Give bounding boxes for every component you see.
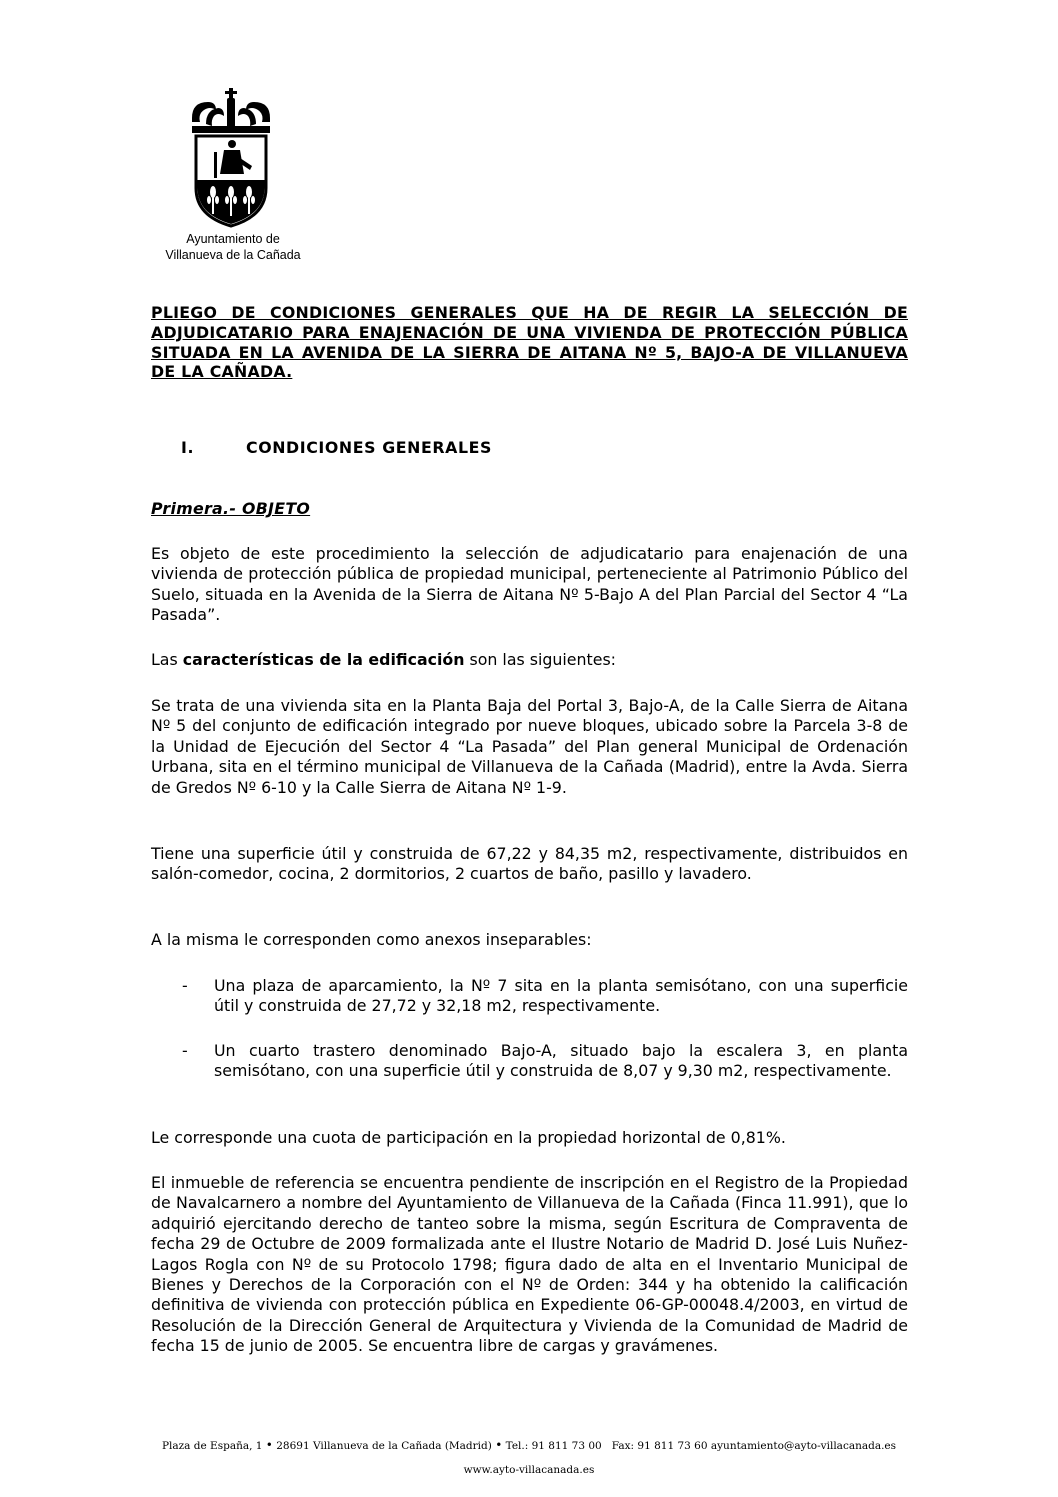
bullet-dash: - bbox=[182, 1041, 188, 1060]
municipality-caption bbox=[148, 231, 318, 263]
footer-contact-line bbox=[0, 1438, 1058, 1452]
bullet-text: Un cuarto trastero denominado Bajo-A, situado bajo la escalera 3, en planta semisótano, con una superficie útil y construida de 8,07 y 9,30 m2, respectivamente. bbox=[214, 1041, 908, 1081]
section-number: I. bbox=[181, 438, 195, 457]
paragraph-caracteristicas-tail: son las siguientes: bbox=[464, 650, 616, 669]
caption-line-2: Villanueva de la Cañada bbox=[165, 248, 301, 262]
list-item bbox=[151, 976, 908, 1017]
caption-line-1: Ayuntamiento de bbox=[186, 232, 280, 246]
footer-separator: • bbox=[265, 1438, 273, 1452]
footer-website: www.ayto-villacanada.es bbox=[463, 1464, 595, 1476]
municipal-coat-of-arms-logo bbox=[186, 88, 276, 228]
clause-subheading: Primera.- OBJETO bbox=[151, 499, 311, 518]
document-title: PLIEGO DE CONDICIONES GENERALES QUE HA DE REGIR LA SELECCIÓN DE ADJUDICATARIO PARA ENAJENACIÓN DE UNA VIVIENDA DE PROTECCIÓN PÚBLICA SITUADA EN LA AVENIDA DE LA SIERRA DE AITANA Nº 5, BAJO-A DE VILLANUEVA DE LA CAÑADA. bbox=[151, 303, 908, 382]
paragraph-descripcion-vivienda: Se trata de una vivienda sita en la Planta Baja del Portal 3, Bajo-A, de la Calle Sierra de Aitana Nº 5 del conjunto de edificación integrado por nueve bloques, ubicado sobre la Parcela 3-8 de la Unidad de Ejecución del Sector 4 “La Pasada” del Plan general Municipal de Ordenación Urbana, sita en el término municipal de Villanueva de la Cañada (Madrid), entre la Avda. Sierra de Gredos Nº 6-10 y la Calle Sierra de Aitana Nº 1-9. bbox=[151, 696, 908, 797]
footer-address: Plaza de España, 1 bbox=[161, 1440, 263, 1452]
paragraph-superficie: Tiene una superficie útil y construida de 67,22 y 84,35 m2, respectivamente, distribuidos en salón-comedor, cocina, 2 dormitorios, 2 cuartos de baño, pasillo y lavadero. bbox=[151, 844, 908, 884]
footer-phone: Tel.: 91 811 73 00 bbox=[505, 1440, 602, 1452]
paragraph-caracteristicas-bold: características de la edificación bbox=[182, 650, 465, 669]
paragraph-inmueble: El inmueble de referencia se encuentra pendiente de inscripción en el Registro de la Propiedad de Navalcarnero a nombre del Ayuntamiento de Villanueva de la Cañada (Finca 11.991), que lo adquirió ejercitando derecho de tanteo sobre la misma, según Escritura de Compraventa de fecha 29 de Octubre de 2009 formalizada ante el Ilustre Notario de Madrid D. José Luis Nuñez-Lagos Rogla con Nº de su Protocolo 1798; figura dado de alta en el Inventario Municipal de Bienes y Derechos de la Corporación con el Nº de Orden: 344 y ha obtenido la calificación definitiva de vivienda con protección pública en Expediente 06-GP-00048.4/2003, en virtud de Resolución de la Dirección General de Arquitectura y Vivienda de la Comunidad de Madrid de fecha 15 de junio de 2005. Se encuentra libre de cargas y gravámenes. bbox=[151, 1173, 908, 1356]
section-label: CONDICIONES GENERALES bbox=[246, 438, 493, 457]
bullet-text: Una plaza de aparcamiento, la Nº 7 sita en la planta semisótano, con una superficie útil y construida de 27,72 y 32,18 m2, respectivamente. bbox=[214, 976, 908, 1016]
paragraph-cuota: Le corresponde una cuota de participación en la propiedad horizontal de 0,81%. bbox=[151, 1128, 786, 1147]
paragraph-anexos-intro: A la misma le corresponden como anexos inseparables: bbox=[151, 930, 592, 949]
footer-fax-email: Fax: 91 811 73 60 ayuntamiento@ayto-villacanada.es bbox=[611, 1440, 897, 1452]
list-item bbox=[151, 1041, 908, 1082]
paragraph-caracteristicas-lead: Las bbox=[151, 650, 183, 669]
footer-separator: • bbox=[495, 1438, 503, 1452]
bullet-dash: - bbox=[182, 976, 188, 995]
footer-postal: 28691 Villanueva de la Cañada (Madrid) bbox=[276, 1440, 492, 1452]
paragraph-objeto: Es objeto de este procedimiento la selección de adjudicatario para enajenación de una vivienda de protección pública de propiedad municipal, perteneciente al Patrimonio Público del Suelo, situada en la Avenida de la Sierra de Aitana Nº 5-Bajo A del Plan Parcial del Sector 4 “La Pasada”. bbox=[151, 544, 908, 625]
paragraph-caracteristicas bbox=[151, 650, 908, 670]
